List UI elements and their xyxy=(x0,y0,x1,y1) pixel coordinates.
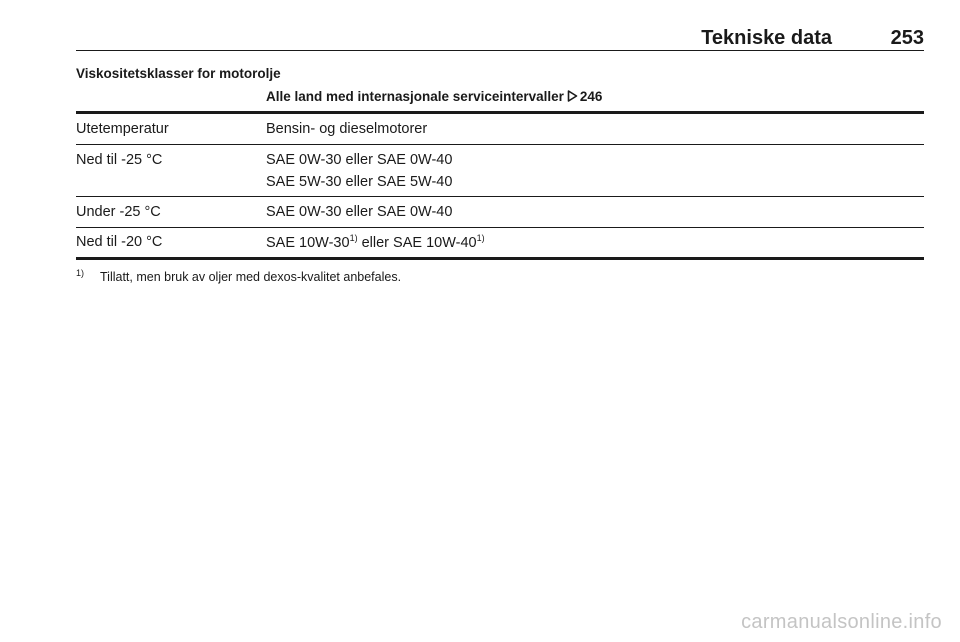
footnote-mark: 1) xyxy=(76,268,85,278)
watermark: carmanualsonline.info xyxy=(741,611,942,633)
oil-joiner: eller xyxy=(361,235,390,251)
table-row xyxy=(76,197,924,227)
column-header-engines: Bensin- og dieselmotorer xyxy=(266,121,428,137)
table-caption-ref-page[interactable]: 246 xyxy=(579,89,603,104)
oil-cell xyxy=(266,232,485,254)
temperature-cell: Ned til -25 °C xyxy=(76,152,163,168)
oil-grade: SAE 10W-40 xyxy=(393,235,477,251)
oil-grade: SAE 10W-30 xyxy=(266,235,350,251)
page-reference-icon xyxy=(567,90,578,105)
table-row xyxy=(76,228,924,257)
table-caption-text: Alle land med internasjonale serviceintervaller xyxy=(266,89,564,104)
viscosity-table xyxy=(76,111,924,260)
page-title: Tekniske data xyxy=(701,27,832,49)
page-number: 253 xyxy=(890,27,924,49)
table-bottom-rule xyxy=(76,257,924,260)
table-header-row xyxy=(76,114,924,144)
temperature-cell: Ned til -20 °C xyxy=(76,234,163,250)
footnote-ref: 1) xyxy=(349,233,358,243)
column-header-temperature: Utetemperatur xyxy=(76,121,169,137)
footnote-text: Tillatt, men bruk av oljer med dexos-kvalitet anbefales. xyxy=(100,270,402,284)
footnote-ref: 1) xyxy=(476,233,485,243)
table-caption xyxy=(266,89,602,105)
table-row xyxy=(76,145,924,196)
oil-cell: SAE 0W-30 eller SAE 0W-40 xyxy=(266,152,453,168)
section-title: Viskositetsklasser for motorolje xyxy=(76,66,281,81)
temperature-cell: Under -25 °C xyxy=(76,204,161,220)
page-header xyxy=(76,24,924,51)
footnote xyxy=(76,268,401,284)
oil-cell: SAE 5W-30 eller SAE 5W-40 xyxy=(266,174,453,190)
oil-cell: SAE 0W-30 eller SAE 0W-40 xyxy=(266,204,453,220)
